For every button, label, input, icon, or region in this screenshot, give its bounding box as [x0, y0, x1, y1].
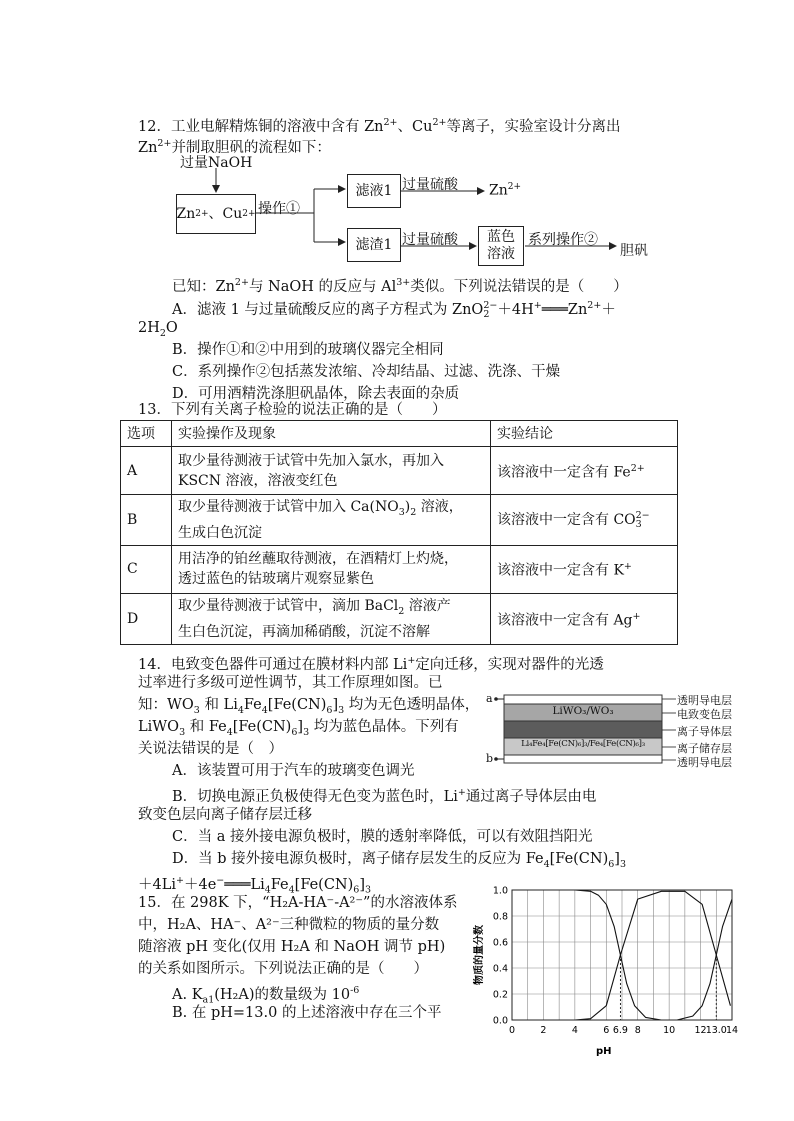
row-conclusion: 该溶液中一定含有 $Fe^{2+}$	[491, 447, 678, 495]
series-curve-3	[677, 899, 732, 1020]
table-row	[121, 495, 678, 546]
table-row	[121, 447, 678, 495]
flow-reagent-naoh: 过量NaOH	[180, 155, 253, 171]
series-curve-1	[575, 890, 661, 1020]
q14-option-b: B．切换电源正负极使得无色变为蓝色时，Li+通过离子导体层由电	[172, 787, 597, 805]
flow-blue-solution-box: 蓝色溶液	[478, 226, 524, 266]
q13-table	[120, 420, 678, 645]
x-tick-label: 4	[571, 1025, 578, 1036]
row-option: A	[121, 447, 172, 495]
layer-transparent-bottom	[504, 755, 662, 763]
table-row	[121, 545, 678, 593]
flow-product-zn: $Zn^{2+}$	[489, 182, 522, 199]
x-tick-label: 13.0	[705, 1025, 727, 1036]
col-header-operation: 实验操作及现象	[172, 421, 491, 447]
q13-stem: 13．下列有关离子检验的说法正确的是（ ）	[138, 402, 447, 418]
row-operation: 取少量待测液于试管中，滴加 BaCl$_2$ 溶液产 生白色沉淀，再滴加稀硝酸，沉淀不溶解	[172, 593, 491, 644]
flow-filtrate-box: 滤液1	[347, 174, 401, 208]
terminal-b-dot	[494, 757, 498, 761]
device-label-5: 透明导电层	[677, 756, 732, 769]
y-tick-label: 0.8	[492, 911, 508, 923]
q14-line4: LiWO$_3$ 和 $Fe_4[Fe(CN)_6]_3$ 均为蓝色晶体。下列有	[138, 719, 459, 738]
row-option: B	[121, 495, 172, 546]
x-tick-label: 2	[540, 1025, 547, 1036]
device-terminal-b: b	[486, 752, 494, 765]
q14-option-a: A．该装置可用于汽车的玻璃变色调光	[172, 763, 415, 779]
flow-arrows	[0, 0, 794, 300]
row-operation: 取少量待测液于试管中先加入氯水，再加入 KSCN 溶液，溶液变红色	[172, 447, 491, 495]
x-tick-label: 8	[634, 1025, 641, 1036]
x-tick-label: 10	[663, 1025, 676, 1036]
q15-option-b: B. 在 pH=13.0 的上述溶液中存在三个平	[172, 1005, 442, 1021]
table-row	[121, 593, 678, 644]
q15-line4: 的关系如图所示。下列说法正确的是（ ）	[138, 961, 428, 977]
device-terminal-a: a	[486, 692, 493, 705]
table-header-row	[121, 421, 678, 447]
chart-x-label: pH	[596, 1046, 612, 1057]
flow-op1-label: 操作①	[258, 201, 300, 217]
y-tick-label: 0.0	[492, 1015, 508, 1027]
chart-grid	[512, 890, 732, 1020]
q14-option-c: C．当 a 接外接电源负极时，膜的透射率降低，可以有效阻挡阳光	[172, 829, 593, 845]
y-tick-label: 0.4	[492, 963, 508, 975]
q12-option-a: A．滤液 1 与过量硫酸反应的离子方程式为 ZnO 2− 2 $+4H^+═══Zn^{2+}+$	[172, 299, 616, 320]
q12-stem-line2: $Zn^{2+}$并制取胆矾的流程如下：	[138, 138, 331, 156]
device-layer-store-text: Li₄Fe₄[Fe(CN)₆]₃/Fe₄[Fe(CN)₆]₃	[521, 739, 645, 749]
q14-option-d: D．当 b 接外接电源负极时，离子储存层发生的反应为 $Fe_4[Fe(CN)_6]_3$	[172, 851, 627, 870]
q15-line3: 随溶液 pH 变化(仅用 H₂A 和 NaOH 调节 pH)	[138, 939, 446, 955]
q15-line2: 中，H₂A、HA⁻、A²⁻三种微粒的物质的量分数	[138, 917, 440, 933]
flow-acid-label-2: 过量硫酸	[402, 232, 458, 248]
x-tick-label: 14	[725, 1025, 739, 1036]
chart-x-ticks	[509, 1025, 738, 1036]
device-layer-ec-text: LiWO₃/WO₃	[552, 705, 614, 717]
terminal-a-dot	[494, 697, 498, 701]
x-tick-label: 6	[603, 1025, 610, 1036]
q14-line2: 过率进行多级可逆性调节，其工作原理如图。已	[138, 675, 443, 691]
q14-line3: 知：$WO_3$ 和 $Li_4Fe_4[Fe(CN)_6]_3$ 均为无色透明晶体，	[138, 697, 480, 716]
flow-start-box: Zn 2+ 、 Cu 2+	[176, 194, 256, 234]
q12-option-c: C．系列操作②包括蒸发浓缩、冷却结晶、过滤、洗涤、干燥	[172, 364, 561, 380]
series-curve-2	[575, 891, 731, 1020]
row-option: C	[121, 545, 172, 593]
row-conclusion: 该溶液中一定含有 K+	[491, 545, 678, 593]
y-tick-label: 0.2	[492, 989, 508, 1001]
chart-annotations	[620, 955, 716, 1020]
chart-y-label: 物质的量分数	[474, 925, 485, 985]
device-label-1: 透明导电层	[677, 694, 732, 707]
flow-product-final: 胆矾	[620, 243, 648, 259]
y-tick-label: 1.0	[492, 885, 508, 897]
q14-line5: 关说法错误的是（ ）	[138, 741, 283, 757]
row-conclusion: 该溶液中一定含有 CO 2− 3	[491, 495, 678, 546]
q12-stem-line1: 12．工业电解精炼铜的溶液中含有 $Zn^{2+}$、$Cu^{2+}$等离子，实验室设计分离出	[138, 117, 621, 135]
device-label-2: 电致变色层	[677, 708, 732, 721]
chart-y-ticks	[493, 886, 508, 1027]
q12-option-d: D．可用酒精洗涤胆矾晶体，除去表面的杂质	[172, 386, 460, 402]
q15-option-a: A. $K_{a1}(H_2A)$的数量级为 $10^{-6}$	[172, 985, 360, 1006]
flow-residue-box: 滤渣1	[347, 228, 401, 262]
col-header-conclusion: 实验结论	[491, 421, 678, 447]
col-header-option: 选项	[121, 421, 172, 447]
x-tick-label: 6.9	[612, 1025, 628, 1036]
layer-transparent-top	[504, 695, 662, 704]
layer-ion-conductor	[504, 721, 662, 738]
x-tick-label: 12	[694, 1025, 707, 1036]
species-distribution-chart	[470, 880, 760, 1060]
device-label-3: 离子导体层	[677, 725, 732, 738]
row-operation: 取少量待测液于试管中加入 $Ca(NO_3)_2$ 溶液， 生成白色沉淀	[172, 495, 491, 546]
q14-line1: 14．电致变色器件可通过在膜材料内部 Li+定向迁移，实现对器件的光透	[138, 655, 604, 673]
q14-option-d-cont: $+4Li^++4e^-═══Li_4Fe_4[Fe(CN)_6]_3$	[138, 875, 372, 896]
row-option: D	[121, 593, 172, 644]
q12-known: 已知：$Zn^{2+}$与 NaOH 的反应与 $Al^{3+}$类似。下列说法错误的是（ ）	[172, 277, 628, 295]
flow-op2-label: 系列操作②	[528, 232, 598, 248]
device-label-4: 离子储存层	[677, 742, 732, 755]
row-conclusion: 该溶液中一定含有 Ag+	[491, 593, 678, 644]
x-tick-label: 0	[508, 1025, 516, 1036]
q14-option-b-cont: 致变色层向离子储存层迁移	[138, 807, 312, 823]
flow-acid-label-1: 过量硫酸	[402, 177, 458, 193]
y-tick-label: 0.6	[492, 937, 508, 949]
q15-line1: 15．在 298K 下，“H₂A-HA⁻-A²⁻”的水溶液体系	[138, 895, 458, 911]
q12-option-a-cont: $2H_2O$	[138, 320, 178, 339]
row-operation: 用洁净的铂丝蘸取待测液，在酒精灯上灼烧， 透过蓝色的钴玻璃片观察显紫色	[172, 545, 491, 593]
q12-option-b: B．操作①和②中用到的玻璃仪器完全相同	[172, 342, 444, 358]
